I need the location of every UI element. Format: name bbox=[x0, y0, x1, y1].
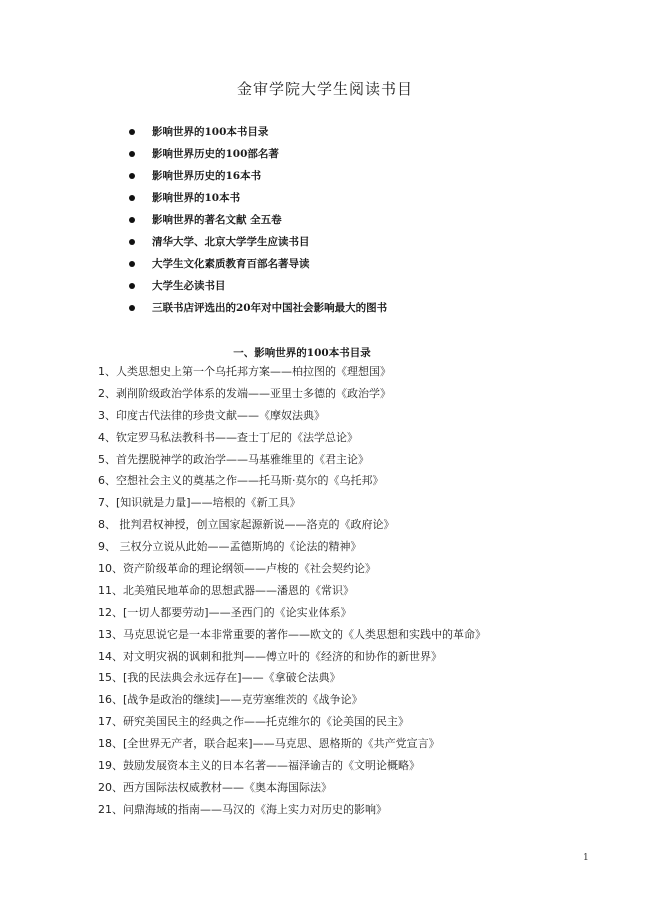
list-item: 8、 批判君权神授，创立国家起源新说——洛克的《政府论》 bbox=[98, 518, 395, 532]
bullet-icon bbox=[129, 129, 135, 135]
list-item: 14、对文明灾祸的讽刺和批判——傅立叶的《经济的和协作的新世界》 bbox=[98, 649, 442, 663]
toc-item-label: 清华大学、北京大学学生应读书目 bbox=[152, 236, 310, 248]
bullet-icon bbox=[129, 217, 135, 223]
toc-item bbox=[129, 297, 387, 319]
bullet-icon bbox=[129, 239, 135, 245]
toc-item bbox=[129, 187, 387, 209]
toc-item bbox=[129, 121, 387, 143]
list-item: 9、 三权分立说从此始——孟德斯鸠的《论法的精神》 bbox=[98, 540, 362, 554]
toc-item bbox=[129, 253, 387, 275]
page-number: 1 bbox=[583, 853, 589, 863]
list-item: 11、北美殖民地革命的思想武器——潘恩的《常识》 bbox=[98, 583, 354, 597]
list-item: 3、印度古代法律的珍贵文献——《摩奴法典》 bbox=[98, 408, 325, 422]
toc-item-label: 影响世界的10本书 bbox=[152, 192, 241, 204]
list-item: 15、[我的民法典会永远存在]——《拿破仑法典》 bbox=[98, 671, 341, 685]
toc-item bbox=[129, 209, 387, 231]
list-item: 4、钦定罗马私法教科书——查士丁尼的《法学总论》 bbox=[98, 430, 358, 444]
table-of-contents bbox=[129, 121, 387, 319]
list-item: 18、[全世界无产者，联合起来]——马克思、恩格斯的《共产党宣言》 bbox=[98, 737, 440, 751]
list-item: 5、首先摆脱神学的政治学——马基雅维里的《君主论》 bbox=[98, 452, 369, 466]
toc-item-label: 影响世界的100本书目录 bbox=[152, 126, 269, 138]
list-item: 16、[战争是政治的继续]——克劳塞维茨的《战争论》 bbox=[98, 693, 363, 707]
toc-item-label: 大学生文化素质教育百部名著导读 bbox=[152, 258, 310, 270]
book-list bbox=[98, 361, 486, 821]
document-title: 金审学院大学生阅读书目 bbox=[236, 80, 413, 98]
list-item: 1、人类思想史上第一个乌托邦方案——柏拉图的《理想国》 bbox=[98, 365, 391, 378]
toc-item bbox=[129, 143, 387, 165]
list-item: 7、[知识就是力量]——培根的《新工具》 bbox=[98, 496, 301, 510]
list-item: 21、问鼎海域的指南——马汉的《海上实力对历史的影响》 bbox=[98, 802, 387, 816]
bullet-icon bbox=[129, 173, 135, 179]
list-item: 17、研究美国民主的经典之作——托克维尔的《论美国的民主》 bbox=[98, 715, 409, 729]
list-item: 20、西方国际法权威教材——《奥本海国际法》 bbox=[98, 780, 332, 794]
list-item: 2、剥削阶级政治学体系的发端——亚里士多德的《政治学》 bbox=[98, 386, 391, 400]
toc-item-label: 大学生必读书目 bbox=[152, 280, 226, 292]
toc-item bbox=[129, 231, 387, 253]
bullet-icon bbox=[129, 151, 135, 157]
toc-item bbox=[129, 275, 387, 297]
bullet-icon bbox=[129, 283, 135, 289]
toc-item bbox=[129, 165, 387, 187]
section-heading: 一、影响世界的100本书目录 bbox=[233, 347, 371, 359]
list-item: 12、[一切人都要劳动]——圣西门的《论实业体系》 bbox=[98, 605, 352, 619]
bullet-icon bbox=[129, 195, 135, 201]
toc-item-label: 影响世界历史的16本书 bbox=[152, 170, 262, 182]
bullet-icon bbox=[129, 261, 135, 267]
toc-item-label: 三联书店评选出的20年对中国社会影响最大的图书 bbox=[152, 302, 388, 314]
list-item: 6、空想社会主义的奠基之作——托马斯·莫尔的《乌托邦》 bbox=[98, 474, 384, 488]
bullet-icon bbox=[129, 305, 135, 311]
toc-item-label: 影响世界的著名文献 全五卷 bbox=[152, 214, 282, 226]
toc-item-label: 影响世界历史的100部名著 bbox=[152, 148, 279, 160]
list-item: 10、资产阶级革命的理论纲领——卢梭的《社会契约论》 bbox=[98, 562, 376, 576]
list-item: 19、鼓励发展资本主义的日本名著——福泽谕吉的《文明论概略》 bbox=[98, 759, 420, 773]
list-item: 13、马克思说它是一本非常重要的著作——欧文的《人类思想和实践中的革命》 bbox=[98, 627, 486, 641]
